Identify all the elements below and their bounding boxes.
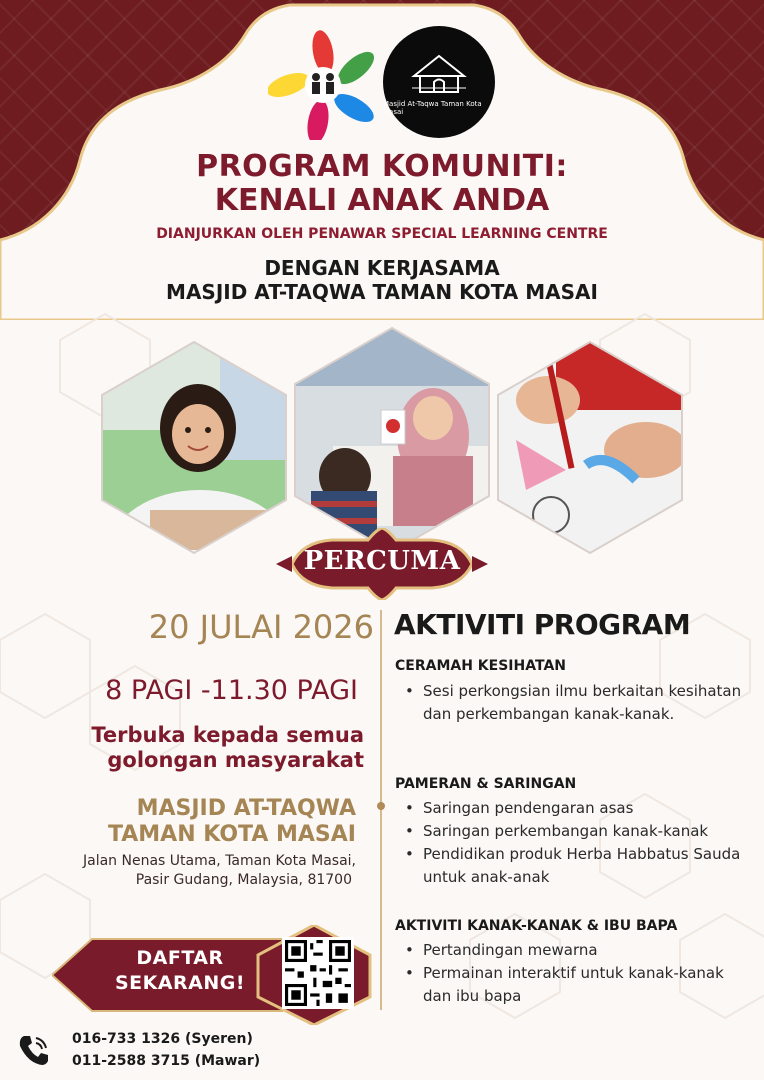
- list-item: • Saringan pendengaran asas: [405, 797, 750, 820]
- section-list-health: [405, 680, 750, 726]
- contact-phone1: 016-733 1326 (Syeren): [72, 1031, 253, 1047]
- list-item: • Saringan perkembangan kanak-kanak: [405, 820, 750, 843]
- collab-line1: DENGAN KERJASAMA: [264, 256, 500, 280]
- photo-teacher-child: [293, 326, 491, 554]
- mosque-logo-caption: Masjid At-Taqwa Taman Kota Masai: [383, 100, 482, 116]
- title-line2: KENALI ANAK ANDA: [214, 183, 550, 218]
- free-badge-label: PERCUMA: [303, 546, 461, 576]
- section-title-screening: PAMERAN & SARINGAN: [395, 776, 577, 792]
- section-title-kids: AKTIVITI KANAK-KANAK & IBU BAPA: [395, 918, 678, 934]
- register-label[interactable]: [100, 946, 260, 996]
- activities-heading: AKTIVITI PROGRAM: [394, 608, 691, 641]
- address-line1: Jalan Nenas Utama, Taman Kota Masai,: [82, 853, 356, 869]
- address-line2: Pasir Gudang, Malaysia, 81700: [135, 872, 352, 888]
- event-time: 8 PAGI -11.30 PAGI: [105, 675, 358, 706]
- audience-line1: Terbuka kepada semua: [91, 723, 364, 747]
- section-title-health: CERAMAH KESIHATAN: [395, 658, 566, 674]
- audience-line2: golongan masyarakat: [107, 748, 364, 772]
- section-list-screening: [405, 797, 750, 889]
- organizer-text: DIANJURKAN OLEH PENAWAR SPECIAL LEARNING CENTRE: [156, 226, 608, 242]
- hands-logo-icon: [268, 30, 378, 140]
- photo-child-drawing: [496, 340, 684, 555]
- list-item: • Permainan interaktif untuk kanak-kanak dan ibu bapa: [405, 962, 750, 1008]
- list-item: • Sesi perkongsian ilmu berkaitan kesihatan dan perkembangan kanak-kanak.: [405, 680, 750, 726]
- title-line1: PROGRAM KOMUNITI:: [196, 149, 568, 184]
- divider-dot: [377, 802, 385, 810]
- register-line1: DAFTAR: [136, 947, 224, 969]
- contact-phone2: 011-2588 3715 (Mawar): [72, 1053, 261, 1069]
- column-divider: [380, 610, 382, 1010]
- section-list-kids: [405, 939, 750, 1008]
- list-item: • Pertandingan mewarna: [405, 939, 750, 962]
- mosque-logo-icon: [383, 26, 495, 138]
- event-date: 20 JULAI 2026: [148, 608, 374, 646]
- list-item: • Pendidikan produk Herba Habbatus Sauda untuk anak-anak: [405, 843, 750, 889]
- venue-line2: TAMAN KOTA MASAI: [107, 822, 356, 847]
- register-line2: SEKARANG!: [114, 972, 246, 994]
- collab-line2: MASJID AT-TAQWA TAMAN KOTA MASAI: [166, 280, 598, 304]
- venue-line1: MASJID AT-TAQWA: [136, 796, 356, 821]
- photo-girl-smiling: [100, 340, 288, 555]
- phone-icon: [16, 1032, 52, 1068]
- qr-code-icon[interactable]: [282, 937, 354, 1009]
